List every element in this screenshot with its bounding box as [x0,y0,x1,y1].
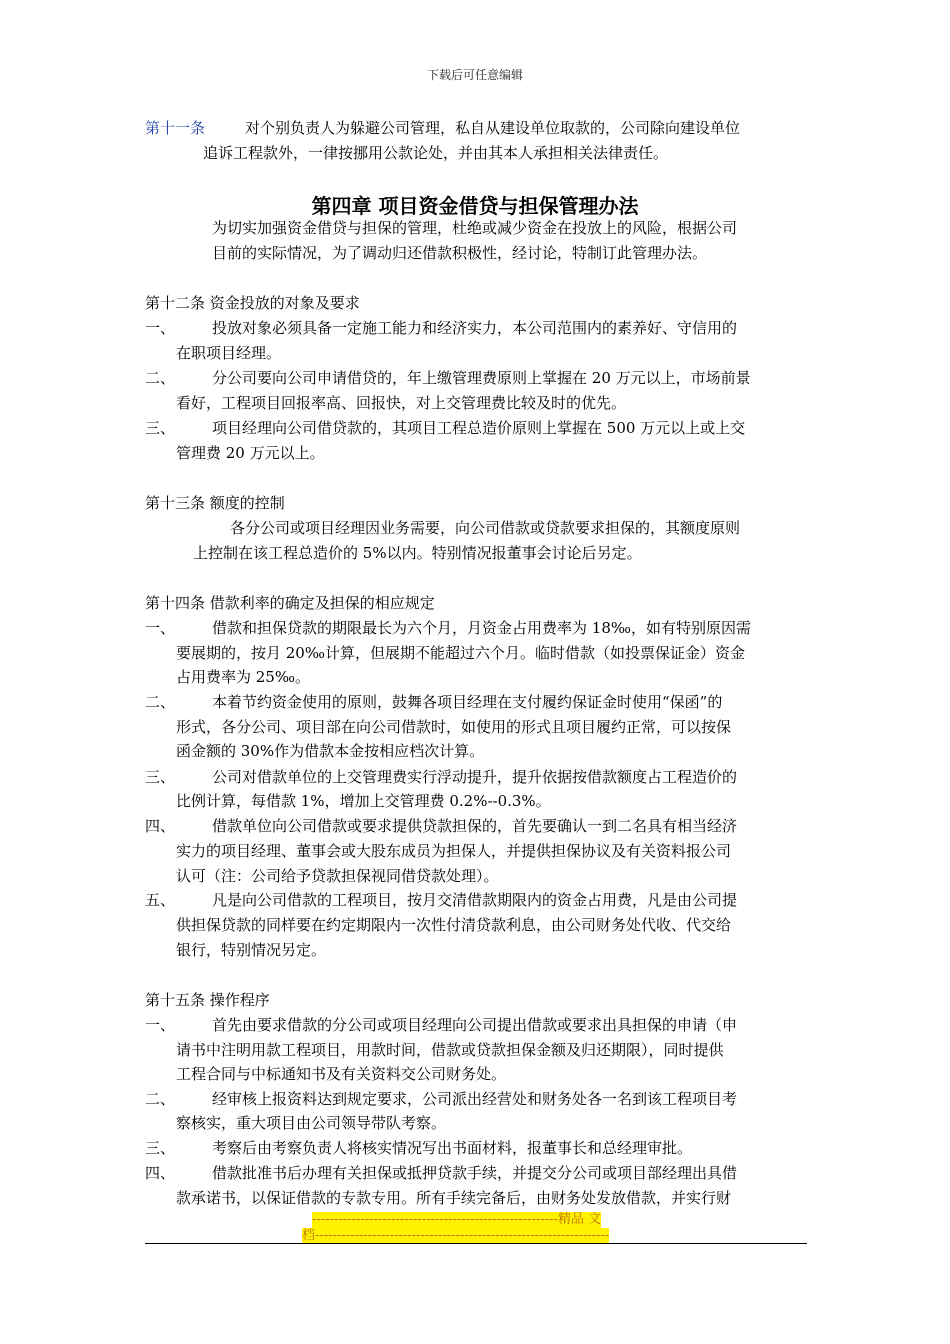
article-11-line-1: 对个别负责人为躲避公司管理，私自从建设单位取款的，公司除向建设单位 [245,119,741,137]
article-14-item-4-num: 四、 [145,817,176,835]
article-15-heading: 第十五条 操作程序 [145,991,270,1009]
article-14-heading: 第十四条 借款利率的确定及担保的相应规定 [145,594,435,612]
article-12-item-1-line-1: 投放对象必须具备一定施工能力和经济实力，本公司范围内的素养好、守信用的 [212,319,738,337]
article-15-item-4-line-2: 款承诺书，以保证借款的专款专用。所有手续完备后，由财务处发放借款，并实行财 [176,1189,732,1207]
article-14-item-1-line-3: 占用费率为 25‰。 [176,668,310,686]
article-13-heading: 第十三条 额度的控制 [145,494,285,512]
article-15-item-4-line-1: 借款批准书后办理有关担保或抵押贷款手续，并提交分公司或项目部经理出具借 [212,1164,738,1182]
article-14-item-2-line-3: 函金额的 30%作为借款本金按相应档次计算。 [176,742,485,760]
footer-divider [145,1243,807,1244]
article-15-item-2-num: 二、 [145,1090,176,1108]
article-14-item-5-line-3: 银行，特别情况另定。 [176,941,327,959]
article-14-item-4-line-2: 实力的项目经理、董事会或大股东成员为担保人，并提供担保协议及有关资料报公司 [176,842,732,860]
chapter-intro-line-1: 为切实加强资金借贷与担保的管理，杜绝或减少资金在投放上的风险，根据公司 [212,219,738,237]
chapter-title: 第四章 项目资金借贷与担保管理办法 [311,194,639,218]
article-12-item-3-num: 三、 [145,419,176,437]
article-15-item-2-line-1: 经审核上报资料达到规定要求，公司派出经营处和财务处各一名到该工程项目考 [212,1090,738,1108]
article-12-item-2-line-2: 看好，工程项目回报率高、回报快，对上交管理费比较及时的优先。 [176,394,627,412]
article-14-item-2-num: 二、 [145,693,176,711]
article-14-item-5-num: 五、 [145,891,176,909]
article-15-item-3-num: 三、 [145,1139,176,1157]
article-15-item-1-line-2: 请书中注明用款工程项目，用款时间，借款或贷款担保金额及归还期限），同时提供 [176,1041,724,1059]
article-12-item-1-line-2: 在职项目经理。 [176,344,282,362]
article-14-item-5-line-1: 凡是向公司借款的工程项目，按月交清借款期限内的资金占用费，凡是由公司提 [212,891,738,909]
article-15-item-1-line-1: 首先由要求借款的分公司或项目经理向公司提出借款或要求出具担保的申请（申 [212,1016,738,1034]
article-14-item-3-line-2: 比例计算，每借款 1%，增加上交管理费 0.2%--0.3%。 [176,792,551,810]
article-14-item-4-line-1: 借款单位向公司借款或要求提供贷款担保的，首先要确认一到二名具有相当经济 [212,817,738,835]
article-14-item-2-line-2: 形式，各分公司、项目部在向公司借款时，如使用的形式且项目履约正常，可以按保 [176,718,732,736]
article-15-item-1-num: 一、 [145,1016,176,1034]
footer-watermark-line-1: --------------------------------------------------------精品 文 [312,1212,602,1227]
article-14-item-3-num: 三、 [145,768,176,786]
article-14-item-2-line-1: 本着节约资金使用的原则，鼓舞各项目经理在支付履约保证金时使用“保函”的 [212,693,723,711]
article-12-item-3-line-1: 项目经理向公司借贷款的，其项目工程总造价原则上掌握在 500 万元以上或上交 [212,419,746,437]
footer-watermark-line-2: 档------------------------------------------------------------------- [302,1228,610,1243]
article-14-item-1-line-2: 要展期的，按月 20‰计算，但展期不能超过六个月。临时借款（如投票保证金）资金 [176,644,745,662]
article-12-item-2-num: 二、 [145,369,176,387]
page-header: 下载后可任意编辑 [426,68,523,82]
article-15-item-1-line-3: 工程合同与中标通知书及有关资料交公司财务处。 [176,1065,507,1083]
article-15-item-4-num: 四、 [145,1164,176,1182]
article-12-item-3-line-2: 管理费 20 万元以上。 [176,444,325,462]
article-14-item-3-line-1: 公司对借款单位的上交管理费实行浮动提升，提升依据按借款额度占工程造价的 [212,768,738,786]
article-11-line-2: 追诉工程款外，一律按挪用公款论处，并由其本人承担相关法律责任。 [203,144,669,162]
article-14-item-1-num: 一、 [145,619,176,637]
article-14-item-1-line-1: 借款和担保贷款的期限最长为六个月，月资金占用费率为 18‰，如有特别原因需 [212,619,751,637]
article-13-line-2: 上控制在该工程总造价的 5%以内。特别情况报董事会讨论后另定。 [193,544,642,562]
article-12-item-1-num: 一、 [145,319,176,337]
article-15-item-3-line-1: 考察后由考察负责人将核实情况写出书面材料，报董事长和总经理审批。 [212,1139,693,1157]
article-14-item-5-line-2: 供担保贷款的同样要在约定期限内一次性付清贷款利息，由公司财务处代收、代交给 [176,916,732,934]
article-15-item-2-line-2: 察核实，重大项目由公司领导带队考察。 [176,1114,447,1132]
article-12-item-2-line-1: 分公司要向公司申请借贷的，年上缴管理费原则上掌握在 20 万元以上，市场前景 [212,369,751,387]
chapter-intro-line-2: 目前的实际情况，为了调动归还借款积极性，经讨论，特制订此管理办法。 [212,244,708,262]
article-13-line-1: 各分公司或项目经理因业务需要，向公司借款或贷款要求担保的，其额度原则 [230,519,741,537]
article-14-item-4-line-3: 认可（注：公司给予贷款担保视同借贷款处理）。 [176,867,499,885]
article-12-heading: 第十二条 资金投放的对象及要求 [145,294,360,312]
article-11-label: 第十一条 [145,119,206,137]
